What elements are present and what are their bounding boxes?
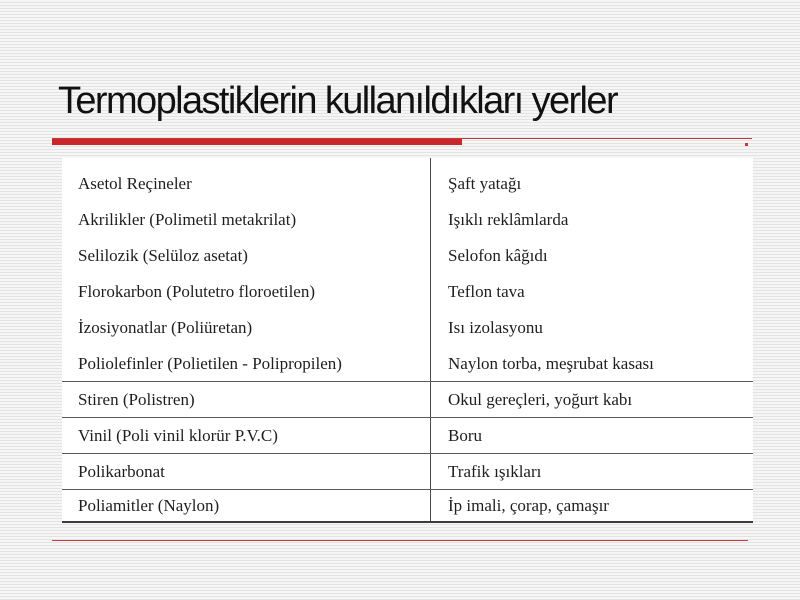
title-underline-accent	[52, 139, 462, 145]
table-row	[62, 166, 753, 202]
material-cell: Stiren (Polistren)	[78, 390, 195, 409]
material-cell: Asetol Reçineler	[78, 174, 192, 193]
usage-cell: Okul gereçleri, yoğurt kabı	[448, 390, 633, 409]
title-underline-dot	[745, 143, 748, 146]
slide-title: Termoplastiklerin kullanıldıkları yerler	[58, 80, 617, 122]
usage-cell: Selofon kâğıdı	[448, 246, 548, 265]
plastics-usage-table	[62, 158, 753, 523]
bottom-rule	[52, 540, 748, 541]
material-cell: Florokarbon (Polutetro floroetilen)	[78, 282, 316, 301]
usage-cell: İp imali, çorap, çamaşır	[448, 496, 609, 515]
material-cell: Akrilikler (Polimetil metakrilat)	[78, 210, 297, 229]
usage-cell: Boru	[448, 426, 482, 445]
table-row	[62, 382, 753, 418]
material-cell: Poliolefinler (Polietilen - Polipropilen)	[78, 354, 342, 373]
table-row	[62, 202, 753, 238]
material-cell: Vinil (Poli vinil klorür P.V.C)	[78, 426, 278, 445]
table-row	[62, 454, 753, 490]
table-row	[62, 346, 753, 382]
material-cell: Poliamitler (Naylon)	[78, 496, 220, 515]
table-row	[62, 418, 753, 454]
table-row	[62, 488, 753, 524]
usage-cell: Trafik ışıkları	[448, 462, 542, 481]
material-cell: İzosiyonatlar (Poliüretan)	[78, 318, 253, 337]
usage-cell: Teflon tava	[448, 282, 525, 301]
table-row	[62, 238, 753, 274]
usage-cell: Naylon torba, meşrubat kasası	[448, 354, 654, 373]
material-cell: Polikarbonat	[78, 462, 165, 481]
usage-cell: Şaft yatağı	[448, 174, 522, 193]
table-row	[62, 310, 753, 346]
table-row	[62, 274, 753, 310]
usage-cell: Isı izolasyonu	[448, 318, 543, 337]
usage-cell: Işıklı reklâmlarda	[448, 210, 569, 229]
material-cell: Selilozik (Selüloz asetat)	[78, 246, 248, 265]
